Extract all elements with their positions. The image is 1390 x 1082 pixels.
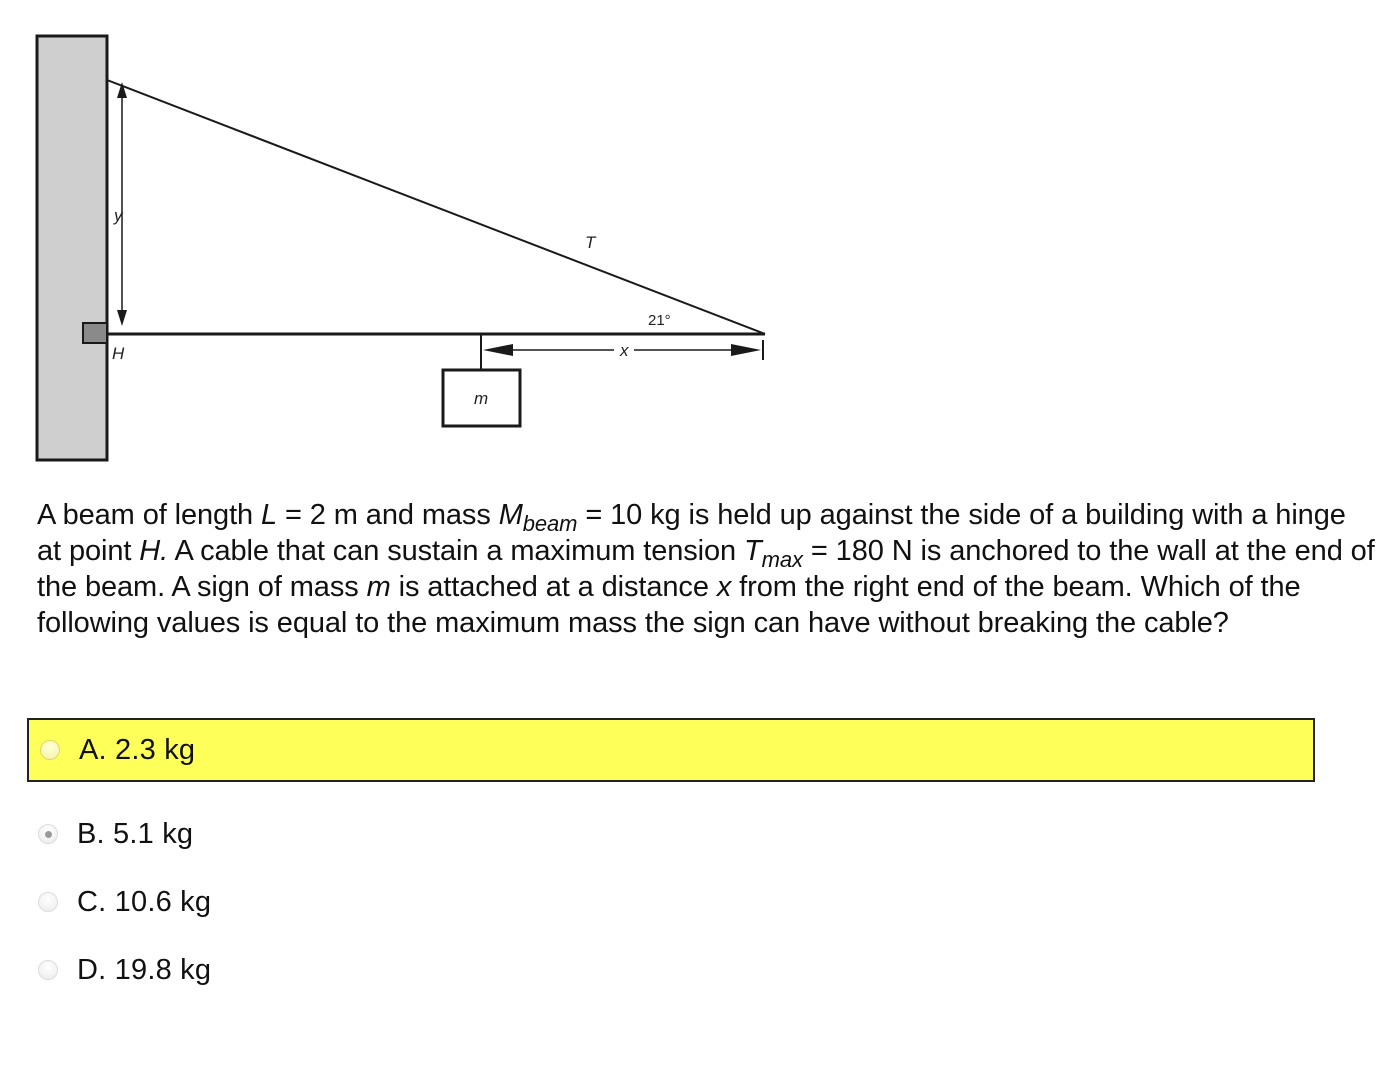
question-text: A beam of length L = 2 m and mass $M_{beam} = 10$ kg is held up against the side of a building with a hinge at point H. A cable that can sustain a maximum tension $T_{max} = 180$ N is anchored to the wall at the end of the beam. A sign of mass m is attached at a distance x from the right end of the beam. Which of the following values is equal to the maximum mass the sign can have without breaking the cable?: [37, 499, 1375, 639]
radio-b[interactable]: [38, 824, 58, 844]
choice-c[interactable]: [27, 870, 1315, 934]
radio-a[interactable]: [40, 740, 60, 760]
label-T: T: [585, 233, 596, 252]
radio-c[interactable]: [38, 892, 58, 912]
wall: [37, 36, 107, 460]
y-dimension-arrow: [117, 82, 127, 326]
choice-d[interactable]: [27, 938, 1315, 1002]
label-x: x: [620, 341, 629, 360]
choice-d-label: D. 19.8 kg: [77, 953, 212, 986]
label-H: H: [112, 344, 125, 363]
beam-diagram: [0, 0, 800, 470]
radio-b-checked-dot: [45, 831, 52, 838]
cable: [107, 80, 765, 334]
choice-a-label: A. 2.3 kg: [79, 733, 196, 766]
label-m: m: [474, 389, 489, 408]
hinge: [83, 323, 107, 343]
choice-c-label: C. 10.6 kg: [77, 885, 212, 918]
choice-a[interactable]: [27, 718, 1315, 782]
label-y: y: [114, 206, 123, 225]
label-angle: 21°: [648, 312, 671, 329]
choice-b[interactable]: [27, 802, 1315, 866]
choice-b-label: B. 5.1 kg: [77, 817, 194, 850]
radio-d[interactable]: [38, 960, 58, 980]
